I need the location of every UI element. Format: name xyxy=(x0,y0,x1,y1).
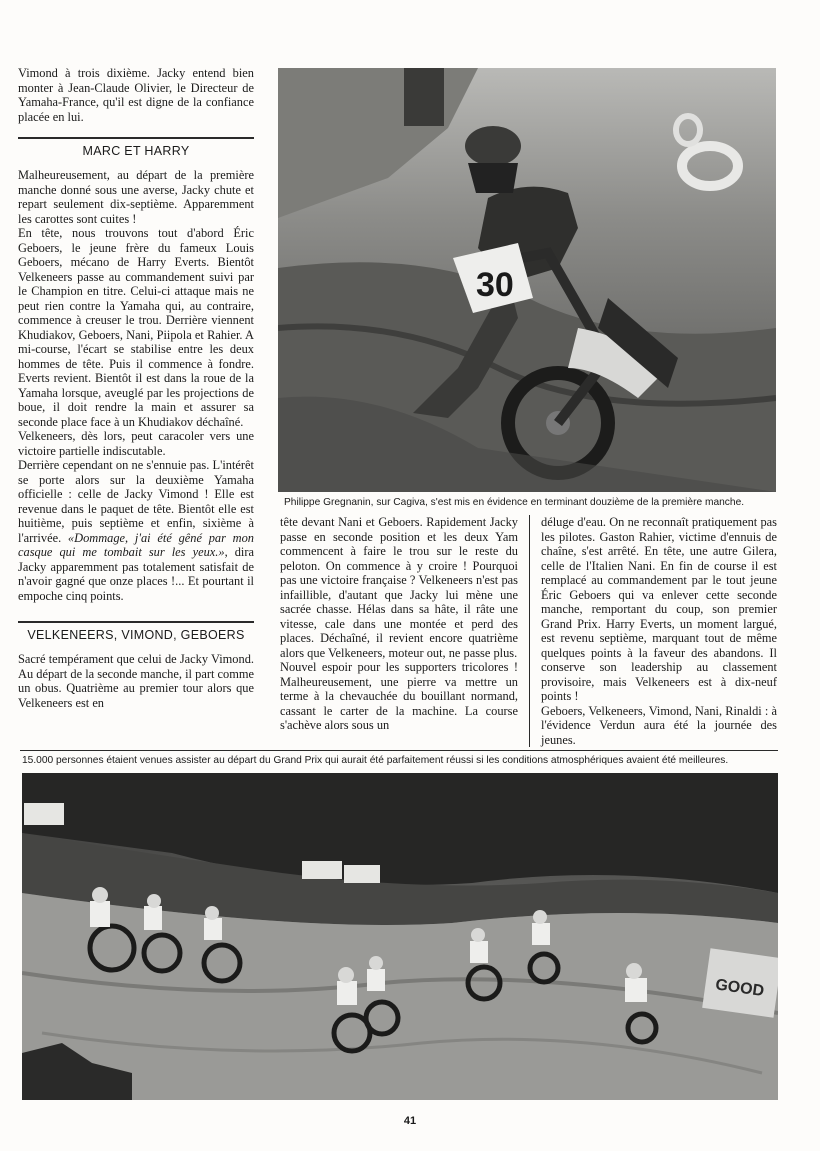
left-column xyxy=(18,66,254,710)
intro-paragraph: Vimond à trois dixième. Jacky entend bien monter à Jean-Claude Olivier, le Directeur de Yamaha-France, qu'il est digne de la confiance placée en lui. xyxy=(18,66,254,124)
body-text: , dira Jacky apparemment pas totalement satisfait de n'avoir gagné que onze places !... Et pourtant il empoche cinq points. xyxy=(18,545,254,603)
page-number: 41 xyxy=(403,1115,417,1127)
body-paragraph: tête devant Nani et Geboers. Rapidement Jacky passe en seconde position et les deux Yam commencent à faire le trou sur le reste du peloton. On commence à y croire ! Pourquoi pas une victoire française ? Velkeneers n'est pas infaillible, d'autant que Jacky lui mène une sacrée chasse. Hélas dans sa hâte, il râte une vitesse, cale dans une montée et perd des places. Déchaîné, il revient encore quatrième alors que Velkeneers, moteur out, ne passe plus. xyxy=(280,515,518,660)
section-heading-marc-et-harry: MARC ET HARRY xyxy=(18,137,254,158)
column-divider xyxy=(529,515,530,747)
body-paragraph: En tête, nous trouvons tout d'abord Éric Geboers, le jeune frère du fameux Louis Geboers, mécano de Harry Everts. Bientôt Velkeneers passe au commandement suivi par le Champion en titre. Celui-ci attaque mais ne peut rien contre la Yamaha qui, au contraire, commence à creuser le trou. Derrière viennent Khudiakov, Geboers, Nani, Piipola et Rahier. A mi-course, l'écart se stabilise entre les deux hommes de tête. Puis il commence à fondre. Everts revient. Bientôt il est dans la roue de la Yamaha lorsque, aveuglé par les projections de boue, il doit rendre la main et assurer sa seconde place face à un Khudiakov déchaîné. xyxy=(18,226,254,429)
body-text: Derrière cependant on ne s'ennuie pas. L'intérêt se porte alors sur la deuxième Yamaha officielle : celle de Jacky Vimond ! Elle est revenue dans le paquet de tête. Bientôt elle est huitième, puis septième et enfin, sixième à l'arrivée. xyxy=(18,458,254,545)
section-heading-velkeneers-vimond-geboers: VELKENEERS, VIMOND, GEBOERS xyxy=(18,621,254,642)
photo-caption-top: Philippe Gregnanin, sur Cagiva, s'est mis en évidence en terminant douzième de la première manche. xyxy=(284,497,745,508)
caption-rule xyxy=(20,750,778,751)
body-paragraph: Sacré tempérament que celui de Jacky Vimond. Au départ de la seconde manche, il part comme un obus. Quatrième au premier tour alors que Velkeneers est en xyxy=(18,652,254,710)
photo-motocross-rider xyxy=(278,68,776,492)
middle-column xyxy=(280,515,518,733)
body-paragraph: Malheureusement, au départ de la première manche donné sous une averse, Jacky chute et repart seulement dix-septième. Apparemment les carottes sont cuites ! xyxy=(18,168,254,226)
race-start-photo-graphic xyxy=(22,773,778,1100)
rider-photo-graphic xyxy=(278,68,776,492)
photo-race-start xyxy=(22,773,778,1100)
banner-text: GOOD xyxy=(714,976,766,1001)
rider-quote: «Dommage, j'ai été gêné par mon casque qui me tombait sur les yeux.» xyxy=(18,530,255,559)
body-paragraph xyxy=(18,458,254,603)
right-column xyxy=(541,515,777,747)
body-paragraph: Velkeneers, dès lors, peut caracoler vers une victoire partielle indiscutable. xyxy=(18,429,254,458)
photo-caption-bottom: 15.000 personnes étaient venues assister au départ du Grand Prix qui aurait été parfaitement réussi si les conditions atmosphériques avaient été meilleures. xyxy=(22,755,729,766)
body-paragraph: déluge d'eau. On ne reconnaît pratiquement pas les pilotes. Gaston Rahier, victime d'ennuis de chaîne, s'est arrêté. En tête, une autre Gilera, celle de l'Italien Nani. En fin de course il est remplacé au commandement par le tout jeune Éric Geboers qui va enlever cette seconde manche, remportant du coup, son premier Grand Prix. Harry Everts, un moment largué, est revenu septième, marquant tout de même quelques points à la faveur des abandons. Il conserve son leadership au classement provisoire, mais Velkeneers est à dix-neuf points ! xyxy=(541,515,777,703)
body-paragraph: Nouvel espoir pour les supporters tricolores ! Malheureusement, une pierre va mettre un terme à la chevauchée du bouillant normand, cassant le carter de la machine. La course s'achève alors sous un xyxy=(280,660,518,732)
section-body-marc-et-harry xyxy=(18,168,254,603)
plate-number: 30 xyxy=(476,266,514,304)
body-paragraph: Geboers, Velkeneers, Vimond, Nani, Rinaldi : à l'évidence Verdun aura été la journée des jeunes. xyxy=(541,703,777,747)
